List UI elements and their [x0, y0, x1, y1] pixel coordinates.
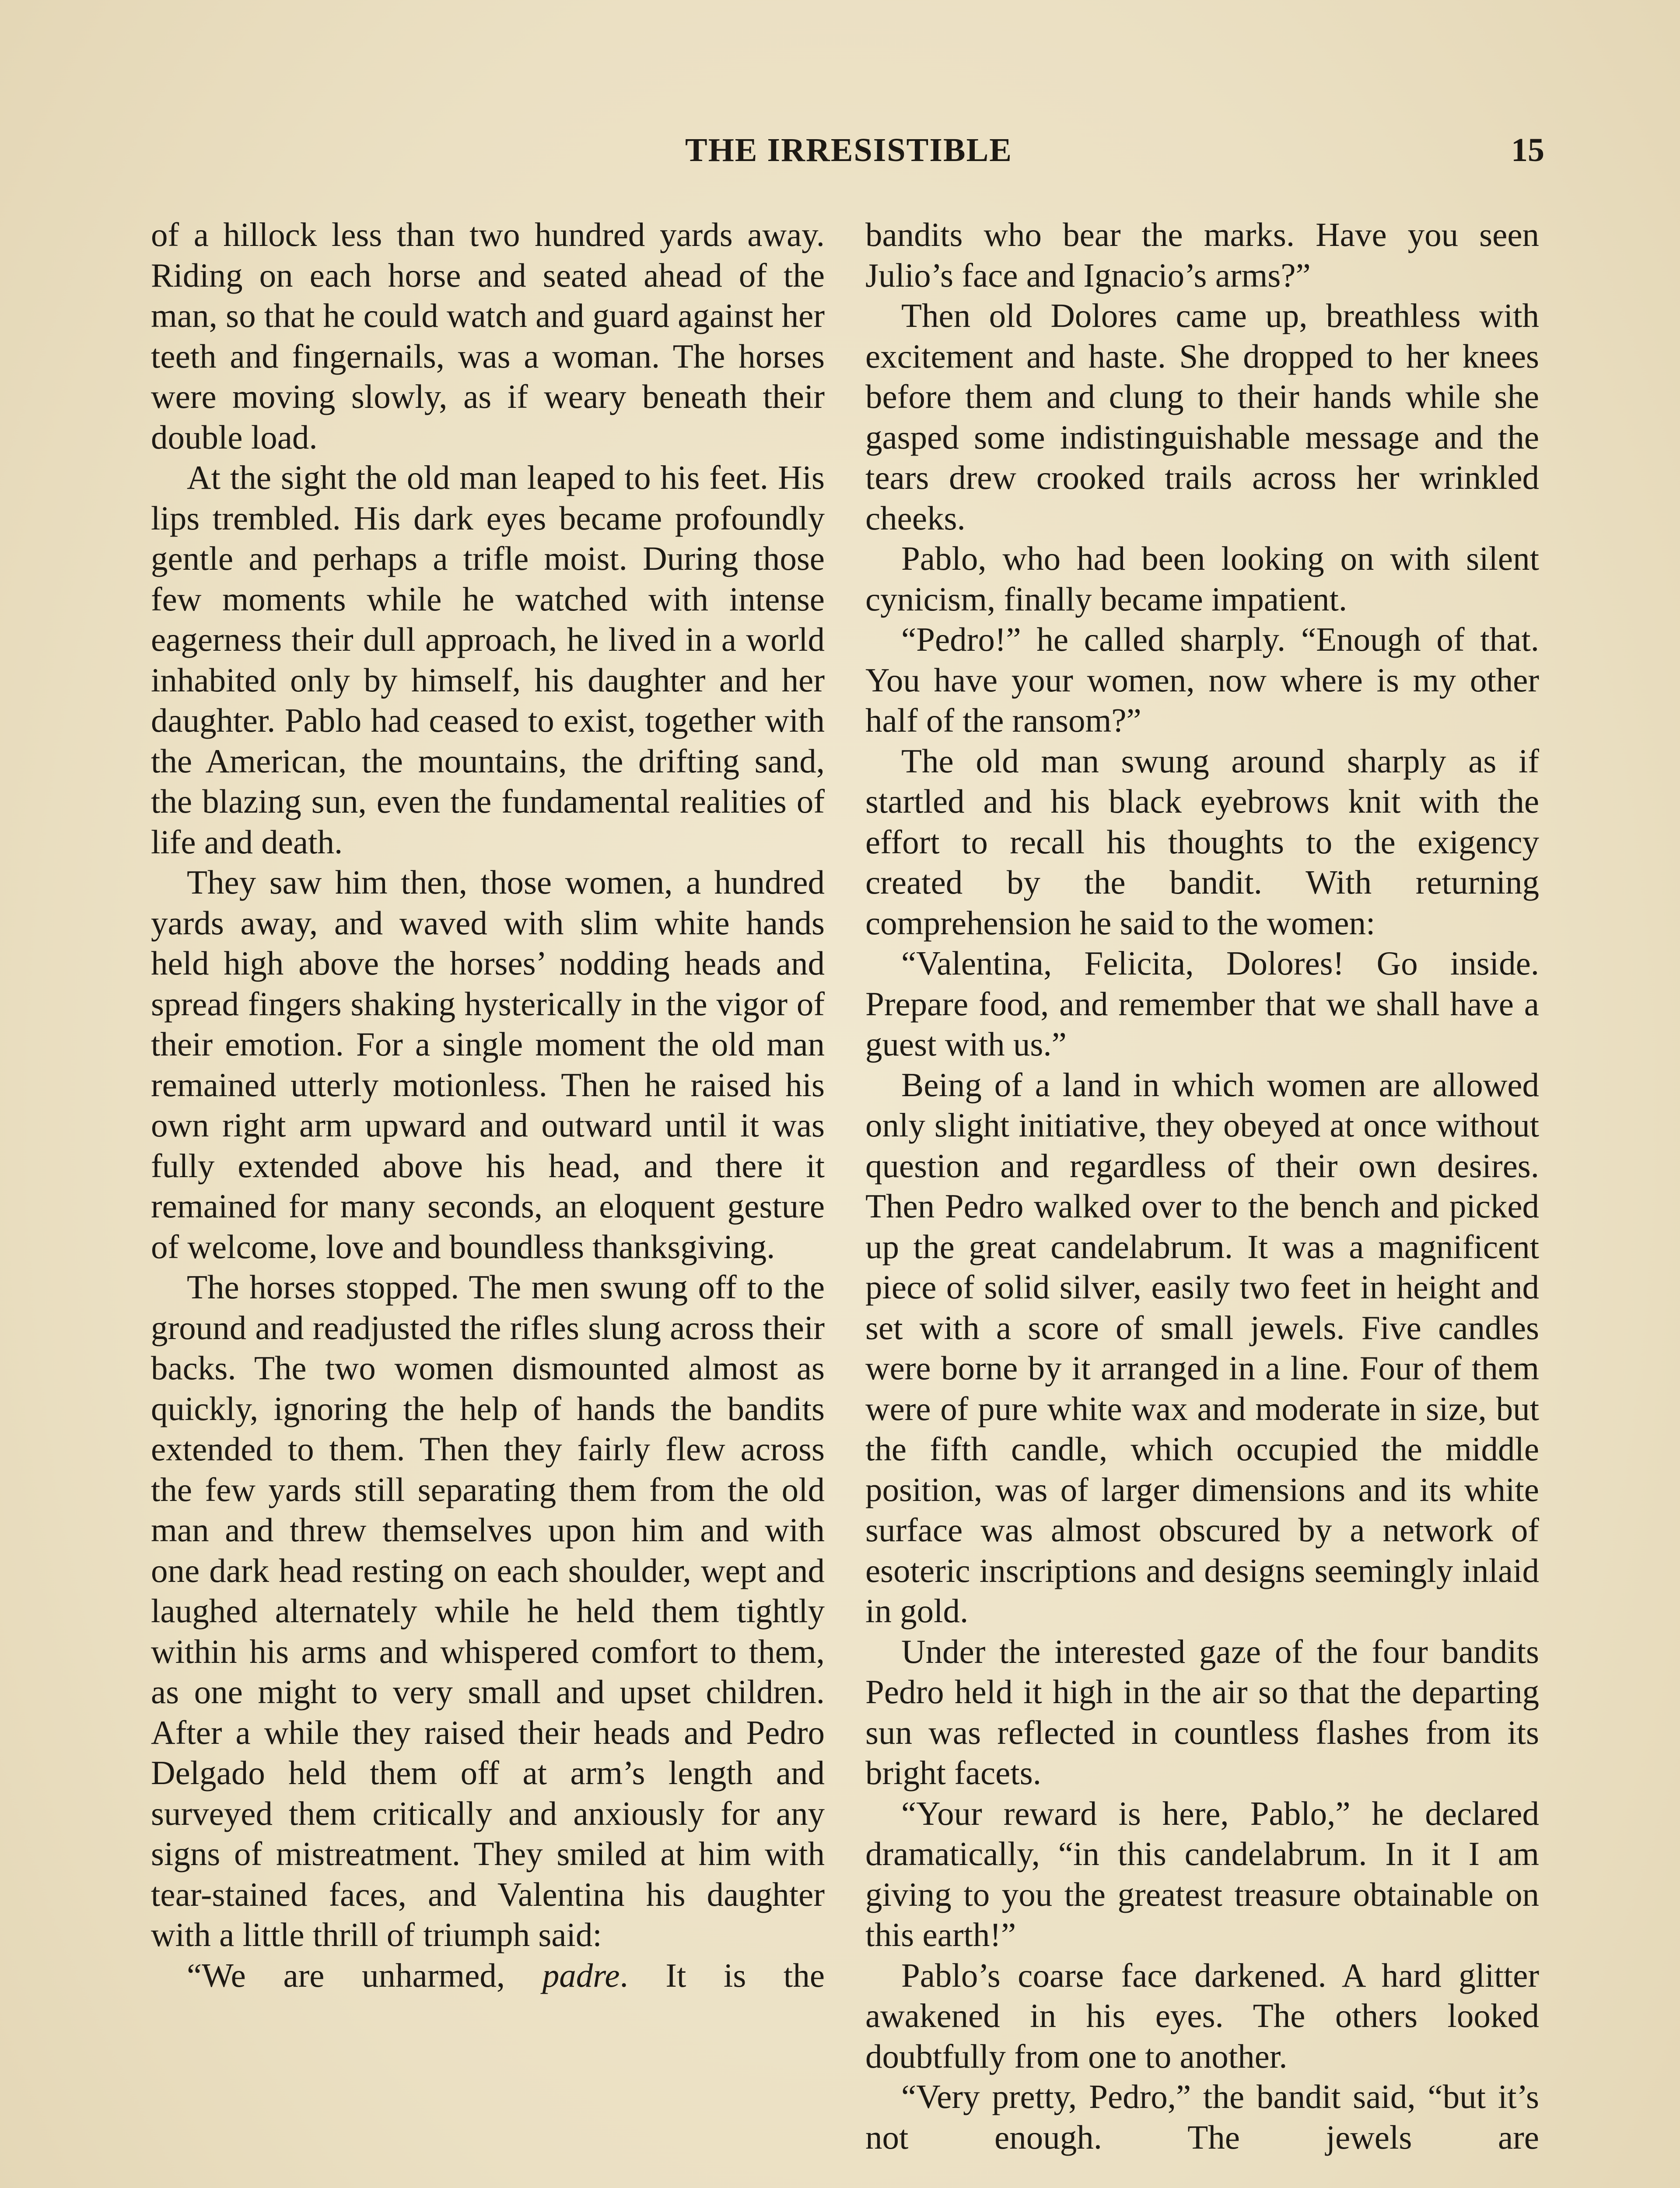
- paragraph: [865, 2076, 1539, 2157]
- paragraph-text: Pablo’s coarse face darkened. A hard glitter awakened in his eyes. The others looked doubtfully from one to another.: [865, 1956, 1539, 2075]
- paragraph: [151, 1267, 825, 1955]
- paragraph-text: Under the interested gaze of the four bandits Pedro held it high in the air so that the departing sun was reflected in countless flashes from its bright facets.: [865, 1632, 1539, 1792]
- italic-text: padre: [542, 1956, 620, 1994]
- paragraph-text: “We are unharmed,: [187, 1956, 542, 1994]
- paragraph-text: They saw him then, those women, a hundred yards away, and waved with slim white hands held high above the horses’ nodding heads and spread fingers shaking hysterically in the vigor of their emotion. For a single moment the old man remained utterly motionless. Then he raised his own right arm upward and outward until it was fully extended above his head, and there it remained for many seconds, an eloquent gesture of welcome, love and boundless thanksgiving.: [151, 863, 825, 1266]
- running-head: [153, 131, 1544, 179]
- paragraph: [865, 538, 1539, 619]
- paragraph-text: “Very pretty, Pedro,” the bandit said, “but it’s not enough. The jewels are: [865, 2078, 1539, 2156]
- left-text-column: [151, 214, 825, 2188]
- paragraph-text: Then old Dolores came up, breathless with excitement and haste. She dropped to her knees before them and clung to their hands while she gasped some indistinguishable message and the tears drew crooked trails across her wrinkled cheeks.: [865, 297, 1539, 537]
- paragraph: [865, 214, 1539, 295]
- paragraph-text: The horses stopped. The men swung off to the ground and readjusted the rifles slung across their backs. The two women dismounted almost as quickly, ignoring the help of hands the bandits extended to them. Then they fairly flew across the few yards still separating them from the old man and threw themselves upon him and with one dark head resting on each shoulder, wept and laughed alternately while he held them tightly within his arms and whispered comfort to them, as one might to very small and upset children. After a while they raised their heads and Pedro Delgado held them off at arm’s length and surveyed them critically and anxiously for any signs of mistreatment. They smiled at him with tear-stained faces, and Valentina his daughter with a little thrill of triumph said:: [151, 1268, 825, 1953]
- paragraph: [865, 943, 1539, 1065]
- paragraph-text: of a hillock less than two hundred yards away. Riding on each horse and seated ahead of the man, so that he could watch and guard against her teeth and fingernails, was a woman. The horses were moving slowly, as if weary beneath their double load.: [151, 216, 825, 456]
- paragraph: [151, 457, 825, 862]
- paragraph: [865, 1065, 1539, 1631]
- paragraph-text: At the sight the old man leaped to his feet. His lips trembled. His dark eyes became profoundly gentle and perhaps a trifle moist. During those few moments while he watched with intense eagerness their dull approach, he lived in a world inhabited only by himself, his daughter and her daughter. Pablo had ceased to exist, together with the American, the mountains, the drifting sand, the blazing sun, even the fundamental realities of life and death.: [151, 459, 825, 861]
- paragraph-text: Being of a land in which women are allowed only slight initiative, they obeyed at once without question and regardless of their own desires. Then Pedro walked over to the bench and picked up the great candelabrum. It was a magnificent piece of solid silver, easily two feet in height and set with a score of small jewels. Five candles were borne by it arranged in a line. Four of them were of pure white wax and moderate in size, but the fifth candle, which occupied the middle position, was of larger dimensions and its white surface was almost obscured by a network of esoteric inscriptions and designs seemingly inlaid in gold.: [865, 1066, 1539, 1630]
- running-title: THE IRRESISTIBLE: [685, 132, 1012, 168]
- paragraph: [865, 741, 1539, 943]
- paragraph-text: “Valentina, Felicita, Dolores! Go inside. Prepare food, and remember that we shall have a guest with us.”: [865, 944, 1539, 1063]
- paragraph-text: Pablo, who had been looking on with silent cynicism, finally became impatient.: [865, 540, 1539, 618]
- page-number: 15: [1511, 132, 1544, 168]
- right-text-column: [865, 214, 1539, 2188]
- paragraph-text: “Pedro!” he called sharply. “Enough of that. You have your women, now where is my other half of the ransom?”: [865, 621, 1539, 739]
- paragraph: [865, 1955, 1539, 2077]
- paragraph: [865, 619, 1539, 741]
- paragraph-text: bandits who bear the marks. Have you seen Julio’s face and Ignacio’s arms?”: [865, 216, 1539, 294]
- paragraph: [865, 1793, 1539, 1955]
- paragraph: [865, 295, 1539, 538]
- paragraph-text: “Your reward is here, Pablo,” he declared dramatically, “in this candelabrum. In it I am giving to you the greatest treasure obtainable on this earth!”: [865, 1794, 1539, 1953]
- paragraph: [151, 214, 825, 457]
- paragraph: [865, 1631, 1539, 1793]
- paragraph-text: The old man swung around sharply as if startled and his black eyebrows knit with the effort to recall his thoughts to the exigency created by the bandit. With returning comprehension he said to the women:: [865, 742, 1539, 942]
- paragraph: [151, 1955, 825, 1996]
- paragraph-text: . It is the: [620, 1956, 825, 1994]
- paragraph: [151, 862, 825, 1267]
